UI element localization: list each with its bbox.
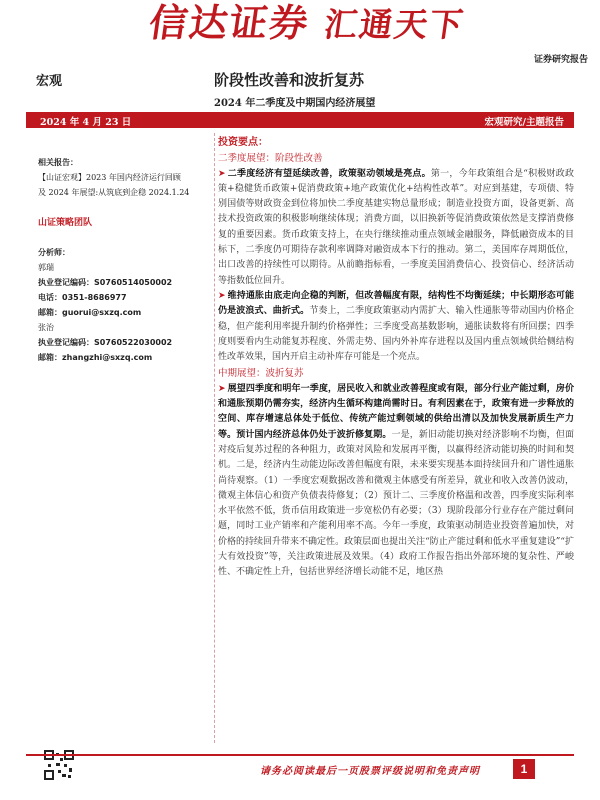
report-title: 阶段性改善和波折复苏 bbox=[214, 71, 365, 89]
team-name: 山证策略团队 bbox=[38, 218, 93, 228]
paragraph bbox=[218, 382, 574, 581]
report-subtitle: 2024 年二季度及中期国内经济展望 bbox=[214, 98, 376, 109]
header-banner bbox=[0, 0, 600, 60]
arrow-bullet-icon: ➤ bbox=[218, 290, 226, 301]
footer-rule bbox=[26, 754, 574, 756]
paragraph bbox=[218, 167, 574, 289]
page-number: 1 bbox=[513, 759, 535, 779]
analyst-name: 张治 bbox=[38, 323, 54, 332]
related-report-line: 及 2024 年展望:从筑底到企稳 2024.1.24 bbox=[38, 188, 190, 197]
section-title: 中期展望：波折复苏 bbox=[218, 368, 304, 380]
analyst-label: 分析师： bbox=[38, 248, 70, 257]
section-title: 二季度展望：阶段性改善 bbox=[218, 153, 323, 165]
column-divider bbox=[214, 133, 215, 743]
paragraph-lead: 二季度经济有望延续改善，政策驱动领域是亮点。 bbox=[227, 168, 431, 179]
paragraph-text: 一是，新旧动能切换对经济影响不均衡，但面对疫后复苏过程的各种阻力，政策对风险和发展再平衡，以赢得经济动能切换的时间和契机。二是，经济内生动能边际改善但幅度有限，未来要实现基本面持续回升和广谱性通胀尚待观察。（1）一季度宏观数据改善和微观主体感受有所差异，就业和收入改善仍波动，微观主体信心和资产负债表待修复；（2）预计二、三季度价格温和改善，四季度实际利率水平依然不低，货币信用政策进一步宽松仍有必要；（3）现阶段部分行业存在产能过剩问题，同时工业产销率和产能利用率不高。今年一季度，政策驱动制造业投资普遍加快，对价格的持续回升带来不确定性。政策层面也提出关注“防止产能过剩和低水平重复建设”“扩大有效投资”等，关注政策进展及效果。（4）政府工作报告指出外部环境的复杂性、严峻性、不确定性上升，包括世界经济增长动能不足，地区热 bbox=[218, 429, 574, 578]
investment-highlights-heading: 投资要点： bbox=[218, 137, 268, 148]
analyst-license: 执业登记编码：S0760514050002 bbox=[38, 278, 173, 287]
brand-name: 信达证券 bbox=[146, 0, 313, 45]
brand-slogan: 汇通天下 bbox=[321, 5, 468, 44]
arrow-bullet-icon: ➤ bbox=[218, 168, 226, 179]
paragraph-text: 节奏上，二季度政策驱动内需扩大、输入性通胀等带动国内价格企稳，但产能利用率提升制约价格弹性；三季度受高基数影响，通胀读数将有所回摆；四季度则要看内生动能复苏程度、外需走势、国内外补库存进程以及国内重点领域供给侧结构性改革效果，国内开启主动补库存可能是一个亮点。 bbox=[218, 306, 574, 363]
related-reports-label: 相关报告： bbox=[38, 158, 78, 167]
report-date: 2024 年 4 月 23 日 bbox=[40, 117, 132, 128]
date-bar bbox=[26, 112, 574, 128]
related-report-link[interactable] bbox=[38, 170, 208, 200]
arrow-bullet-icon: ➤ bbox=[218, 383, 226, 394]
report-type: 证券研究报告 bbox=[533, 55, 588, 65]
paragraph-lead: 维持通胀由底走向企稳的判断，但改善幅度有限，结构性不均衡延续；中长期形态可能仍是波浪式、曲折式。 bbox=[218, 290, 574, 317]
analyst-phone: 电话：0351-8686977 bbox=[38, 293, 127, 302]
footer-disclaimer[interactable]: 请务必阅读最后一页股票评级说明和免责声明 bbox=[260, 766, 480, 777]
related-report-line: 【山证宏观】2023 年国内经济运行回顾 bbox=[38, 173, 181, 182]
analyst-email[interactable]: 邮箱：zhangzhi@sxzq.com bbox=[38, 353, 153, 362]
paragraph bbox=[218, 289, 574, 365]
analyst-name: 郭瑞 bbox=[38, 263, 54, 272]
paragraph-text: 第一，今年政策组合是“积极财政政策+稳健货币政策+促消费政策+地产政策优化+结构性改革”。对应到基建，专项债、特别国债等财政资金到位将加快二季度基建实物总量形成；制造业投资方面，设备更新、高技术投资政策的积极影响继续体现；消费方面，以旧换新等促消费政策依然是支撑消费修复的重要因素。货币政策支持上，在央行继续推动重点领域金融服务，降低融资成本的目标下，二季度仍可期待存款利率调降对融资成本下行的推动。第二，美国库存周期低位，出口改善的持续性可以期待。从前瞻指标看，一季度美国消费信心、投资信心、经济活动等指数低位回升。 bbox=[218, 168, 574, 286]
paragraph-lead: 展望四季度和明年一季度，居民收入和就业改善程度或有限，部分行业产能过剩，房价和通胀预期仍需夯实，经济内生循环构建尚需时日。有利因素在于，政策有进一步释放的空间、库存增速总体处于低位、传统产能过剩领域的供给出清以及加快发展新质生产力等。预计国内经济总体仍处于波折修复期。 bbox=[218, 383, 574, 440]
sidebar bbox=[38, 155, 208, 365]
main-content bbox=[218, 135, 574, 581]
report-category: 宏观 bbox=[36, 74, 63, 89]
report-kind: 宏观研究/主题报告 bbox=[484, 117, 564, 128]
analyst-license: 执业登记编码：S0760522030002 bbox=[38, 338, 173, 347]
brand-wordmark bbox=[146, 0, 469, 47]
analyst-email[interactable]: 邮箱：guorui@sxzq.com bbox=[38, 308, 142, 317]
